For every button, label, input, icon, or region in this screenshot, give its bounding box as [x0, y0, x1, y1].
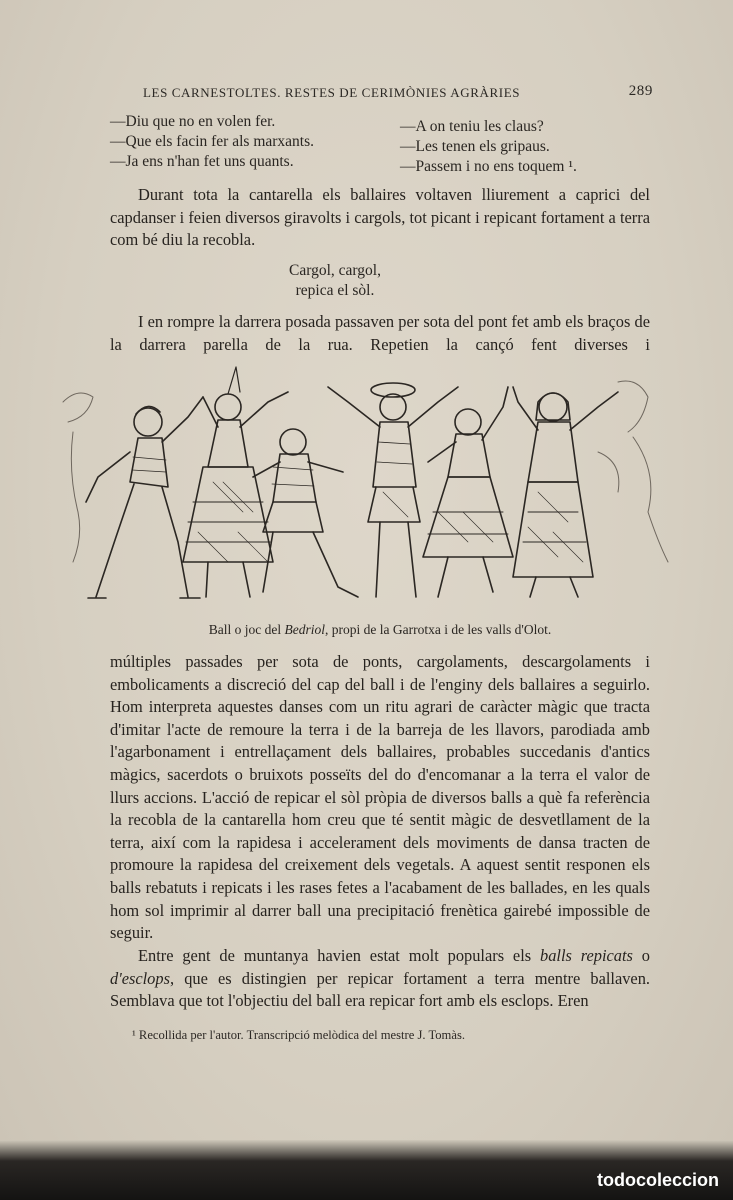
- paragraph-text: múltiples passades per sota de ponts, cargolaments, descargolaments i embolicaments a discreció del cap del ball i de l'enginy dels ballaires a seguirlo. Hom interpreta aquestes danses com un ritu agrari de caràcter màgic que tracta d'imitar l'acte de remoure la terra i de la barreja de les llavors, parodiada amb l'agarbonament i entrellaçament dels ballaires, probables succedanis d'antics màgics, sacerdots o bruixots posseïts del do d'encomanar a la terra el valor de llurs accions. L'acció de repicar el sòl pròpia de diversos balls a què fa referència la recobla de la cantarella hom creu que té sentit màgic de desvetllament de la terra, així com la rapidesa i accelerament dels moviments de dansa tracten de promoure la rapidesa del creixement dels vegetals. A aquest sentit responen els balls rebatuts i repicats i les rases fetes a l'acabament de les ballades, en les quals hom sol imprimir al darrer ball una precipitació frenètica gairebé impossible de seguir.: [110, 652, 650, 943]
- verse-line: —Passem i no ens toquem ¹.: [400, 158, 577, 175]
- watermark: [597, 1170, 719, 1191]
- couplet: [250, 261, 420, 301]
- couplet-line: repica el sòl.: [295, 282, 375, 299]
- verse-line: —Que els facin fer als marxants.: [110, 133, 315, 150]
- paragraph-3: [110, 651, 650, 945]
- footnote: ¹ Recollida per l'autor. Transcripció melòdica del mestre J. Tomàs.: [132, 1028, 465, 1042]
- couplet-line: Cargol, cargol,: [289, 262, 381, 279]
- watermark-part: coleccion: [635, 1170, 719, 1190]
- paragraph-text: I en rompre la darrera posada passaven per sota del pont fet amb els braços de la darrera parella de la rua. Repetien la cançó fent diverses i: [110, 312, 650, 354]
- dancer-6: [513, 387, 618, 597]
- paragraph-2: [110, 311, 650, 356]
- dancers-engraving: [58, 362, 670, 612]
- para4-italic: d'esclops: [110, 968, 170, 988]
- running-title: LES CARNESTOLTES. RESTES DE CERIMÒNIES AGRÀRIES: [143, 85, 521, 100]
- figure-caption: [110, 622, 650, 638]
- dancer-3: [253, 429, 358, 597]
- page-number: 289: [628, 83, 653, 99]
- dancer-5: [423, 387, 513, 597]
- para4-text: o: [632, 946, 650, 965]
- verse-left: [110, 112, 314, 172]
- caption-text: Ball o joc del: [208, 622, 285, 637]
- para4-text: Entre gent de muntanya havien estat molt populars els: [138, 946, 540, 965]
- para4-text: , que es distingien per repicar fortament a terra mentre ballaven. Semblava que tot l'objectiu del ball era repicar fort amb els esclops. Eren: [110, 968, 650, 1011]
- paragraph-text: [110, 945, 650, 1013]
- watermark-part: todo: [596, 1170, 636, 1190]
- verse-line: —A on teniu les claus?: [400, 118, 544, 135]
- verse-line: —Les tenen els gripaus.: [400, 138, 550, 155]
- verse-line: —Diu que no en volen fer.: [110, 113, 276, 130]
- verse-line: —Ja ens n'han fet uns quants.: [110, 153, 294, 170]
- paragraph-1: [110, 184, 650, 252]
- paragraph-4: [110, 945, 650, 1013]
- paragraph-text: Durant tota la cantarella els ballaires voltaven lliurement a caprici del capdanser i feien diversos giravolts i cargols, tot picant i repicant fortament a terra com bé diu la recobla.: [110, 185, 650, 250]
- verse-right: [400, 117, 577, 177]
- caption-italic: Bedriol: [284, 622, 325, 637]
- dancer-1: [86, 397, 203, 598]
- para4-italic: balls repicats: [540, 946, 633, 965]
- dancer-4: [328, 383, 458, 597]
- caption-text: , propi de la Garrotxa i de les valls d'Olot.: [324, 622, 552, 637]
